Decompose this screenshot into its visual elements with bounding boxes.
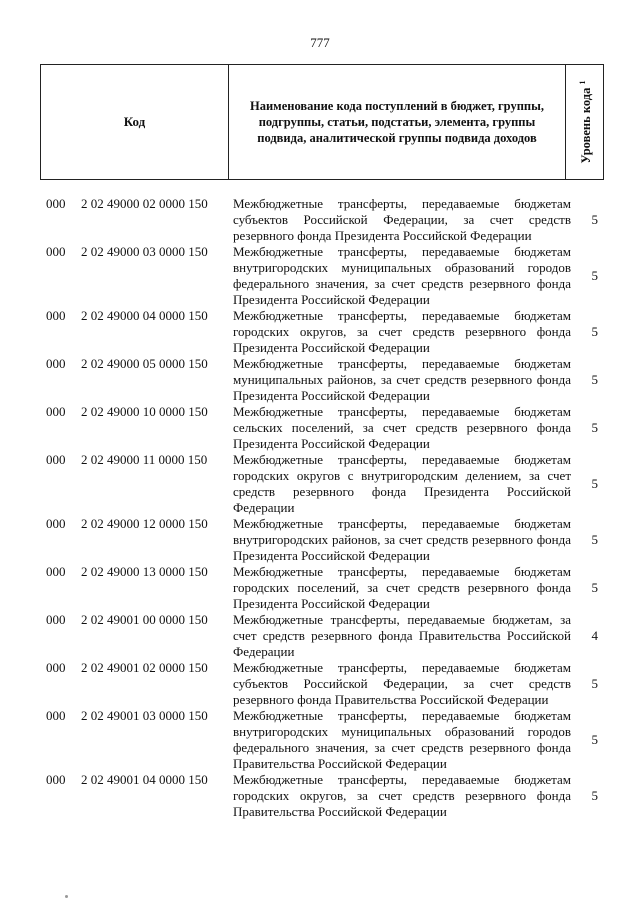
row-code: 2 02 49001 04 0000 150	[81, 772, 208, 787]
row-name: Межбюджетные трансферты, передаваемые бюджетам муниципальных районов, за счет средств резервного фонда Президента Российской Федерации	[233, 356, 571, 403]
table-row	[40, 708, 604, 772]
row-prefix: 000	[46, 564, 66, 579]
scan-mark	[65, 895, 68, 898]
row-level: 5	[591, 372, 598, 387]
row-level: 5	[591, 212, 598, 227]
row-code: 2 02 49001 02 0000 150	[81, 660, 208, 675]
row-name: Межбюджетные трансферты, передаваемые бюджетам субъектов Российской Федерации, за счет средств резервного фонда Правительства Российской Федерации	[233, 660, 571, 707]
row-code: 2 02 49000 11 0000 150	[81, 452, 208, 467]
table-body	[40, 196, 604, 820]
header-level-cell	[566, 65, 605, 179]
table-header	[40, 64, 604, 180]
table-row	[40, 516, 604, 564]
row-name: Межбюджетные трансферты, передаваемые бюджетам городских округов с внутригородским делением, за счет средств резервного фонда Президента Российской Федерации	[233, 452, 571, 515]
row-code: 2 02 49001 03 0000 150	[81, 708, 208, 723]
table-row	[40, 660, 604, 708]
row-prefix: 000	[46, 356, 66, 371]
row-name: Межбюджетные трансферты, передаваемые бюджетам внутригородских районов, за счет средств резервного фонда Президента Российской Федерации	[233, 516, 571, 563]
row-prefix: 000	[46, 308, 66, 323]
table-row	[40, 564, 604, 612]
row-level: 5	[591, 420, 598, 435]
row-code: 2 02 49000 05 0000 150	[81, 356, 208, 371]
table-row	[40, 244, 604, 308]
row-name: Межбюджетные трансферты, передаваемые бюджетам внутригородских муниципальных образований городов федерального значения, за счет средств резервного фонда Правительства Российской Федерации	[233, 708, 571, 771]
row-prefix: 000	[46, 196, 66, 211]
row-name: Межбюджетные трансферты, передаваемые бюджетам городских округов, за счет средств резервного фонда Правительства Российской Федерации	[233, 772, 571, 819]
row-name: Межбюджетные трансферты, передаваемые бюджетам субъектов Российской Федерации, за счет средств резервного фонда Президента Российской Федерации	[233, 196, 571, 243]
header-level	[577, 81, 593, 164]
row-prefix: 000	[46, 612, 66, 627]
row-level: 5	[591, 788, 598, 803]
table-row	[40, 308, 604, 356]
row-level: 5	[591, 532, 598, 547]
row-code: 2 02 49000 04 0000 150	[81, 308, 208, 323]
row-prefix: 000	[46, 708, 66, 723]
row-name: Межбюджетные трансферты, передаваемые бюджетам городских поселений, за счет средств резервного фонда Президента Российской Федерации	[233, 564, 571, 611]
table-row	[40, 356, 604, 404]
row-code: 2 02 49000 10 0000 150	[81, 404, 208, 419]
row-level: 4	[591, 628, 598, 643]
row-level: 5	[591, 268, 598, 283]
row-level: 5	[591, 580, 598, 595]
row-code: 2 02 49000 12 0000 150	[81, 516, 208, 531]
table-row	[40, 772, 604, 820]
row-prefix: 000	[46, 772, 66, 787]
header-level-label: Уровень кода	[578, 87, 593, 164]
row-code: 2 02 49000 02 0000 150	[81, 196, 208, 211]
row-level: 5	[591, 676, 598, 691]
table-row	[40, 196, 604, 244]
row-prefix: 000	[46, 244, 66, 259]
page-number: 777	[310, 35, 330, 50]
header-code: Код	[41, 65, 229, 179]
header-level-footnote: 1	[577, 80, 587, 85]
table-row	[40, 612, 604, 660]
row-level: 5	[591, 324, 598, 339]
row-level: 5	[591, 732, 598, 747]
table-row	[40, 452, 604, 516]
row-prefix: 000	[46, 516, 66, 531]
table-row	[40, 404, 604, 452]
header-name: Наименование кода поступлений в бюджет, группы, подгруппы, статьи, подстатьи, элемента, группы подвида, аналитической группы подвида доходов	[229, 65, 566, 179]
row-level: 5	[591, 476, 598, 491]
row-name: Межбюджетные трансферты, передаваемые бюджетам сельских поселений, за счет средств резервного фонда Президента Российской Федерации	[233, 404, 571, 451]
row-name: Межбюджетные трансферты, передаваемые бюджетам городских округов, за счет средств резервного фонда Президента Российской Федерации	[233, 308, 571, 355]
row-name: Межбюджетные трансферты, передаваемые бюджетам внутригородских муниципальных образований городов федерального значения, за счет средств резервного фонда Президента Российской Федерации	[233, 244, 571, 307]
row-prefix: 000	[46, 660, 66, 675]
row-prefix: 000	[46, 452, 66, 467]
row-code: 2 02 49001 00 0000 150	[81, 612, 208, 627]
row-code: 2 02 49000 03 0000 150	[81, 244, 208, 259]
row-name: Межбюджетные трансферты, передаваемые бюджетам, за счет средств резервного фонда Правительства Российской Федерации	[233, 612, 571, 659]
row-code: 2 02 49000 13 0000 150	[81, 564, 208, 579]
row-prefix: 000	[46, 404, 66, 419]
